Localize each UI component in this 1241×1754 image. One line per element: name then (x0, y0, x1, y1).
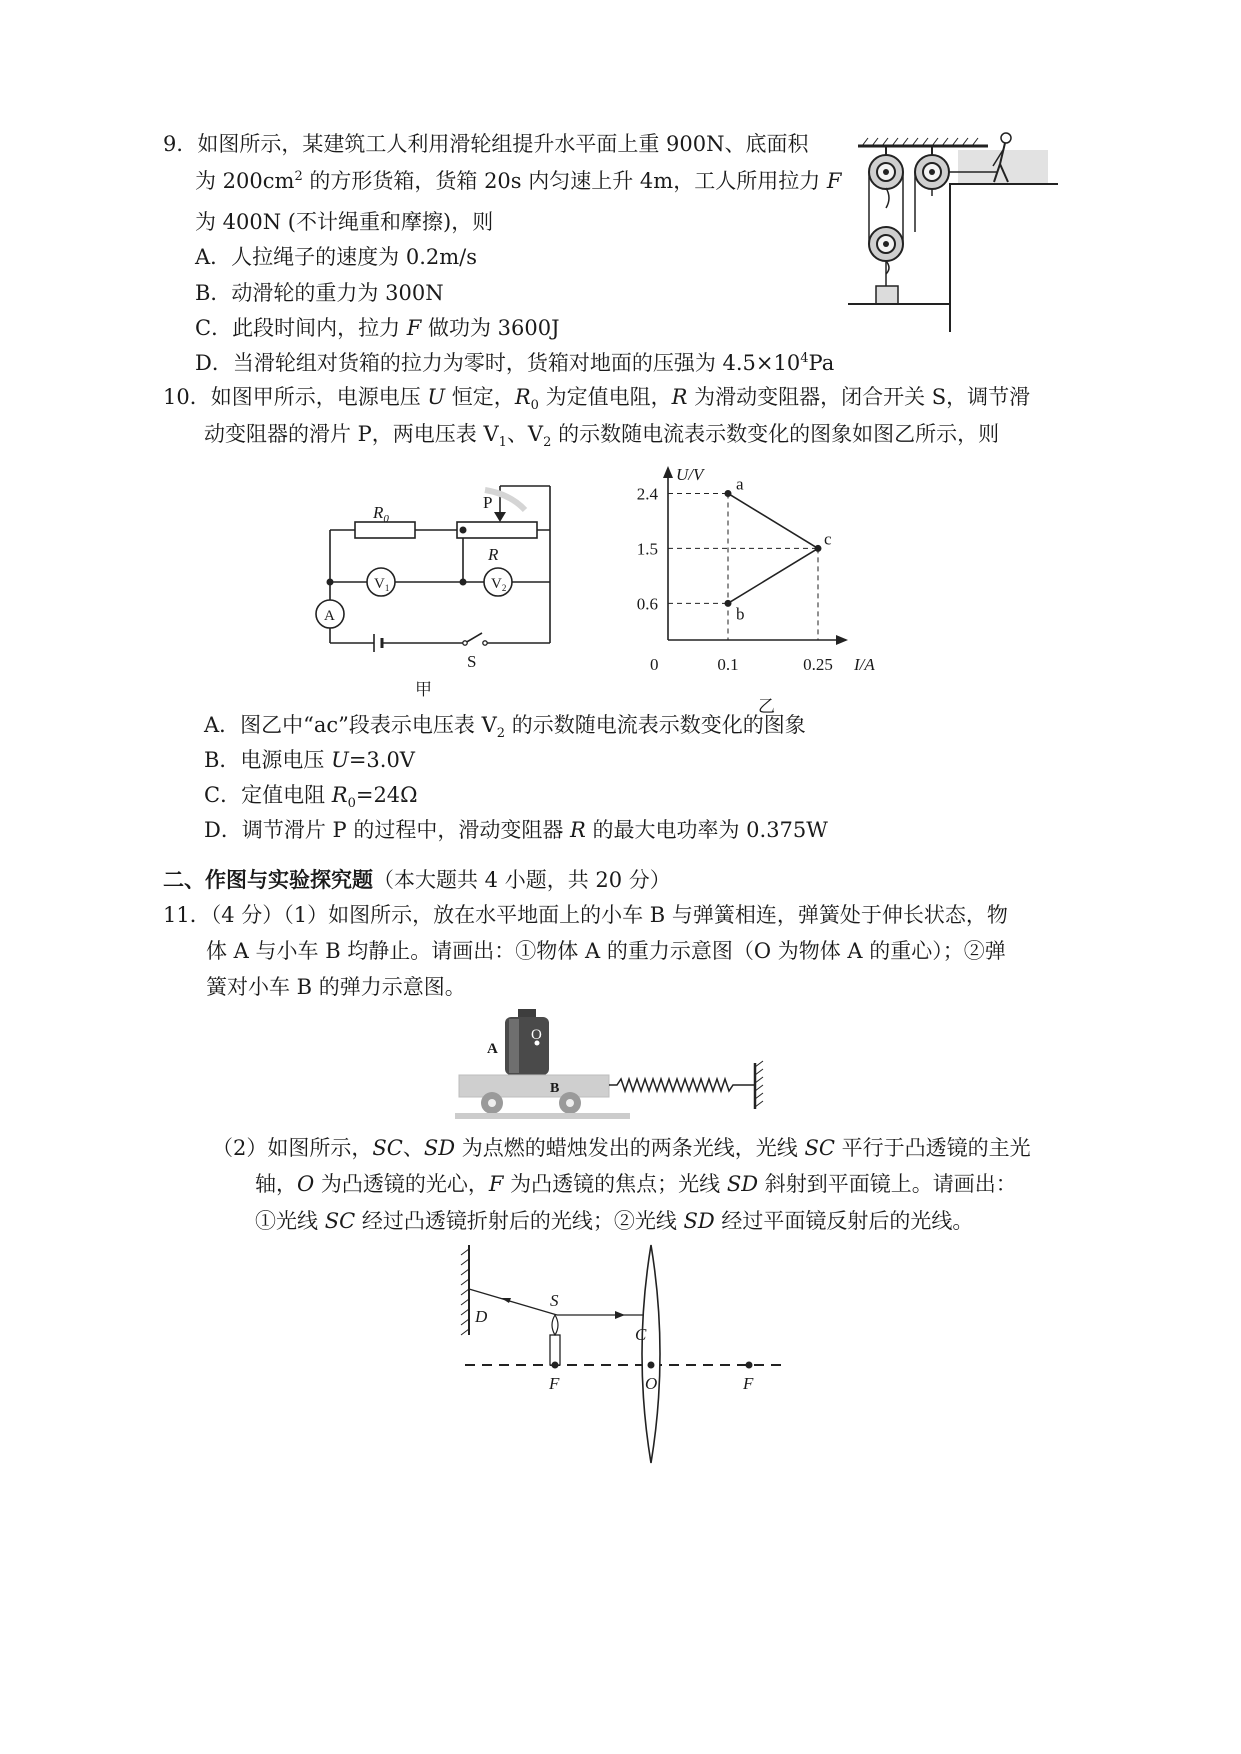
point-label-a: a (736, 474, 744, 494)
label-c: C (635, 1325, 647, 1344)
q10-line2: 动变阻器的滑片 P，两电压表 $V_1$、$V_2$ 的示数随电流表示数变化的图象如图乙所示，则 (204, 422, 1000, 451)
label-o-center: O (531, 1027, 542, 1043)
q11-part2-line3: ①光线 SC 经过凸透镜折射后的光线；②光线 SD 经过平面镜反射后的光线。 (255, 1209, 974, 1233)
label-r: R (488, 545, 499, 564)
q10-option-d: D．调节滑片 P 的过程中，滑动变阻器 R 的最大电功率为 0.375W (204, 818, 828, 842)
point-label-b: b (736, 604, 745, 624)
q9-line1: 9．如图所示，某建筑工人利用滑轮组提升水平面上重 900N、底面积 (163, 132, 809, 156)
x-tick-0.25: 0.25 (803, 655, 833, 674)
y-axis-label: U/V (676, 465, 704, 484)
y-tick-2.4: 2.4 (636, 484, 658, 504)
x-axis-arrow (836, 635, 848, 645)
q9-option-c: C．此段时间内，拉力 F 做功为 3600J (195, 316, 560, 340)
x-tick-0.1: 0.1 (717, 655, 739, 674)
q9-line3: 为 400N (不计绳重和摩擦)，则 (195, 210, 494, 234)
label-f-left: F (549, 1374, 560, 1393)
y-tick-0.6: 0.6 (636, 594, 658, 614)
series-ac (728, 493, 818, 548)
q9-number: 9． (163, 132, 198, 156)
q9-line2: 为 $200cm^2$ 的方形货箱，货箱 20s 内匀速上升 4m，工人所用拉力 F (195, 169, 842, 193)
q11-number: 11． (163, 903, 211, 927)
label-d: D (475, 1307, 488, 1326)
label-a: A (324, 608, 335, 624)
x-axis-label: I/A (854, 655, 875, 674)
point-a (725, 490, 732, 497)
q10-option-b: B．电源电压 U=3.0V (204, 748, 415, 772)
label-a-object: A (487, 1041, 498, 1057)
q10-line1: 10．如图甲所示，电源电压 U 恒定，$R_0$ 为定值电阻，R 为滑动变阻器，闭合开关 S，调节滑 (163, 385, 1031, 414)
pulley-system-figure (848, 132, 1063, 348)
label-p: P (483, 493, 493, 512)
u-i-chart (620, 458, 910, 716)
label-s: S (467, 652, 477, 671)
series-bc (728, 548, 818, 603)
point-b (725, 600, 732, 607)
q9-option-b: B．动滑轮的重力为 300N (195, 281, 444, 305)
q10-option-c: C．定值电阻 $R_0=24\Omega$ (204, 783, 418, 812)
q10-option-a: A．图乙中“ac”段表示电压表 $V_2$ 的示数随电流表示数变化的图象 (204, 713, 806, 742)
q11-part2-line1: （2）如图所示，SC、SD 为点燃的蜡烛发出的两条光线，光线 SC 平行于凸透镜的主光 (212, 1136, 1031, 1160)
section-2-heading: 二、作图与实验探究题（本大题共 4 小题，共 20 分） (163, 868, 671, 892)
label-f-right: F (743, 1374, 754, 1393)
q11-part2-line2: 轴，O 为凸透镜的光心，F 为凸透镜的焦点；光线 SD 斜射到平面镜上。请画出： (255, 1172, 1017, 1196)
circuit-diagram (305, 470, 565, 700)
label-s-candle: S (550, 1291, 559, 1310)
caption-yi: 乙 (758, 697, 775, 716)
q10-number: 10． (163, 385, 211, 409)
x-tick-0: 0 (650, 655, 659, 674)
label-r0: $R_0$ (373, 503, 389, 525)
label-o-lens: O (645, 1374, 658, 1393)
point-label-c: c (824, 529, 832, 549)
y-axis-arrow (663, 466, 673, 478)
q11-line1: 11．（4 分）（1）如图所示，放在水平地面上的小车 B 与弹簧相连，弹簧处于伸长状态，物 (163, 903, 1008, 927)
caption-jia: 甲 (415, 680, 432, 699)
label-b-cart: B (550, 1081, 560, 1096)
label-v1: $V_1$ (374, 576, 390, 593)
q9-option-d: D．当滑轮组对货箱的拉力为零时，货箱对地面的压强为 $4.5\times 10^4Pa$ (195, 351, 835, 375)
point-c (815, 545, 822, 552)
label-v2: $V_2$ (491, 576, 507, 593)
q11-line2: 体 A 与小车 B 均静止。请画出：①物体 A 的重力示意图（O 为物体 A 的重心）；②弹 (206, 939, 1006, 963)
q9-option-a: A．人拉绳子的速度为 0.2m/s (195, 245, 478, 269)
q11-line3: 簧对小车 B 的弹力示意图。 (206, 975, 466, 999)
y-tick-1.5: 1.5 (636, 539, 658, 559)
lens-mirror-figure (455, 1243, 795, 1465)
cart-spring-figure (455, 1005, 780, 1120)
